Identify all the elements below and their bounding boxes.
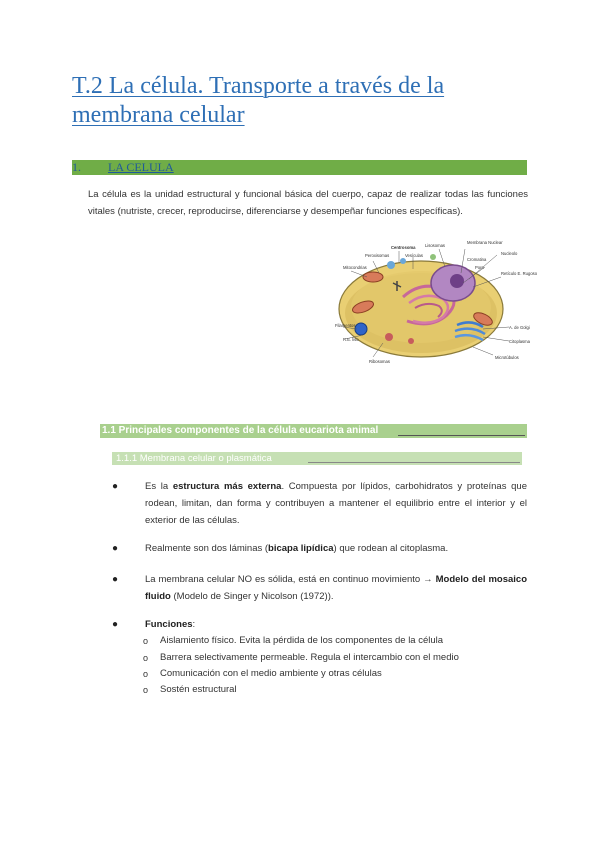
animal-cell-figure (333, 237, 538, 367)
bullet-icon: ● (112, 619, 119, 630)
label-vesiculas: Vesículas (405, 253, 423, 258)
label-microtubulos: Microtúbulos (495, 355, 519, 360)
label-lisosomas: Lisosomas (425, 243, 446, 248)
label-rel: R.E. liso (343, 337, 359, 342)
sub-list-item (143, 650, 520, 666)
label-golgi: A. de Golgi (509, 325, 530, 330)
label-citoplasma: Citoplasma (509, 339, 530, 344)
bullet-icon: ● (112, 574, 119, 585)
sub-bullet-icon: o (143, 653, 149, 663)
nucleolus (450, 274, 464, 288)
page-title: T.2 La célula. Transporte a través de la membrana celular (72, 73, 445, 128)
sub-bullet-icon: o (143, 636, 149, 646)
intro-paragraph: La célula es la unidad estructural y funcional básica del cuerpo, capaz de realizar todas las funciones vitales (nutriste, crecer, reproducirse, diferenciarse y desempeñar funciones específicas). (88, 189, 528, 217)
bullet-text: Funciones: (145, 619, 196, 630)
label-cromatina: Cromatina (467, 257, 487, 262)
sub-list-item (143, 682, 520, 698)
subsubsection-title: 1.1.1 Membrana celular o plasmática (116, 453, 272, 464)
section-heading-1 (72, 160, 527, 175)
bullet-text: Realmente son dos láminas (bicapa lipídica) que rodean al citoplasma. (145, 543, 449, 554)
label-membrana-nuclear: Membrana Nuclear (467, 240, 503, 245)
bullet-text: Es la estructura más externa. Compuesta por lípidos, carbohidratos y proteínas que rodean, limitan, dan forma y contribuyen a mantener el equilibrio entre el interior y el exterior de las células. (145, 481, 527, 526)
sub-bullet-icon: o (143, 669, 149, 679)
mitochondria (363, 272, 383, 282)
sub-list-text: Aislamiento físico. Evita la pérdida de los componentes de la célula (160, 635, 444, 646)
bullet-icon: ● (112, 481, 119, 492)
label-centrosoma: Centrosoma (391, 245, 416, 250)
heading-fill-line (308, 462, 520, 463)
sub-bullet-icon: o (143, 685, 149, 695)
heading-fill-line (398, 435, 525, 436)
label-nucleolo: Nucleolo (501, 251, 518, 256)
sub-list-text: Barrera selectivamente permeable. Regula el intercambio con el medio (160, 652, 459, 663)
label-ribosomas: Ribosomas (369, 359, 390, 364)
section-title: LA CELULA (108, 160, 174, 174)
label-mitocondrias: Mitocondrias (343, 265, 367, 270)
bullet-text: La membrana celular NO es sólida, está en continuo movimiento → Modelo del mosaico fluido (Modelo de Singer y Nicolson (1972)). (145, 574, 528, 602)
sub-list-text: Comunicación con el medio ambiente y otras células (160, 668, 382, 679)
label-peroxisomas: Peroxisomas (365, 253, 390, 258)
label-poro: Poro (475, 265, 484, 270)
section-number: 1. (72, 160, 81, 174)
label-reticulo-rugoso: Retículo E. Rugoso (501, 271, 538, 276)
subsection-heading-1-1 (100, 424, 527, 438)
subsection-title: 1.1 Principales componentes de la célula eucariota animal (102, 425, 379, 436)
sub-list-item (143, 666, 520, 682)
label-filamentos: Filamentos (335, 323, 356, 328)
bullet-icon: ● (112, 543, 119, 554)
sub-list-item (143, 633, 520, 649)
subsection-heading-1-1-1 (112, 452, 522, 465)
sub-list-text: Sostén estructural (160, 684, 237, 695)
